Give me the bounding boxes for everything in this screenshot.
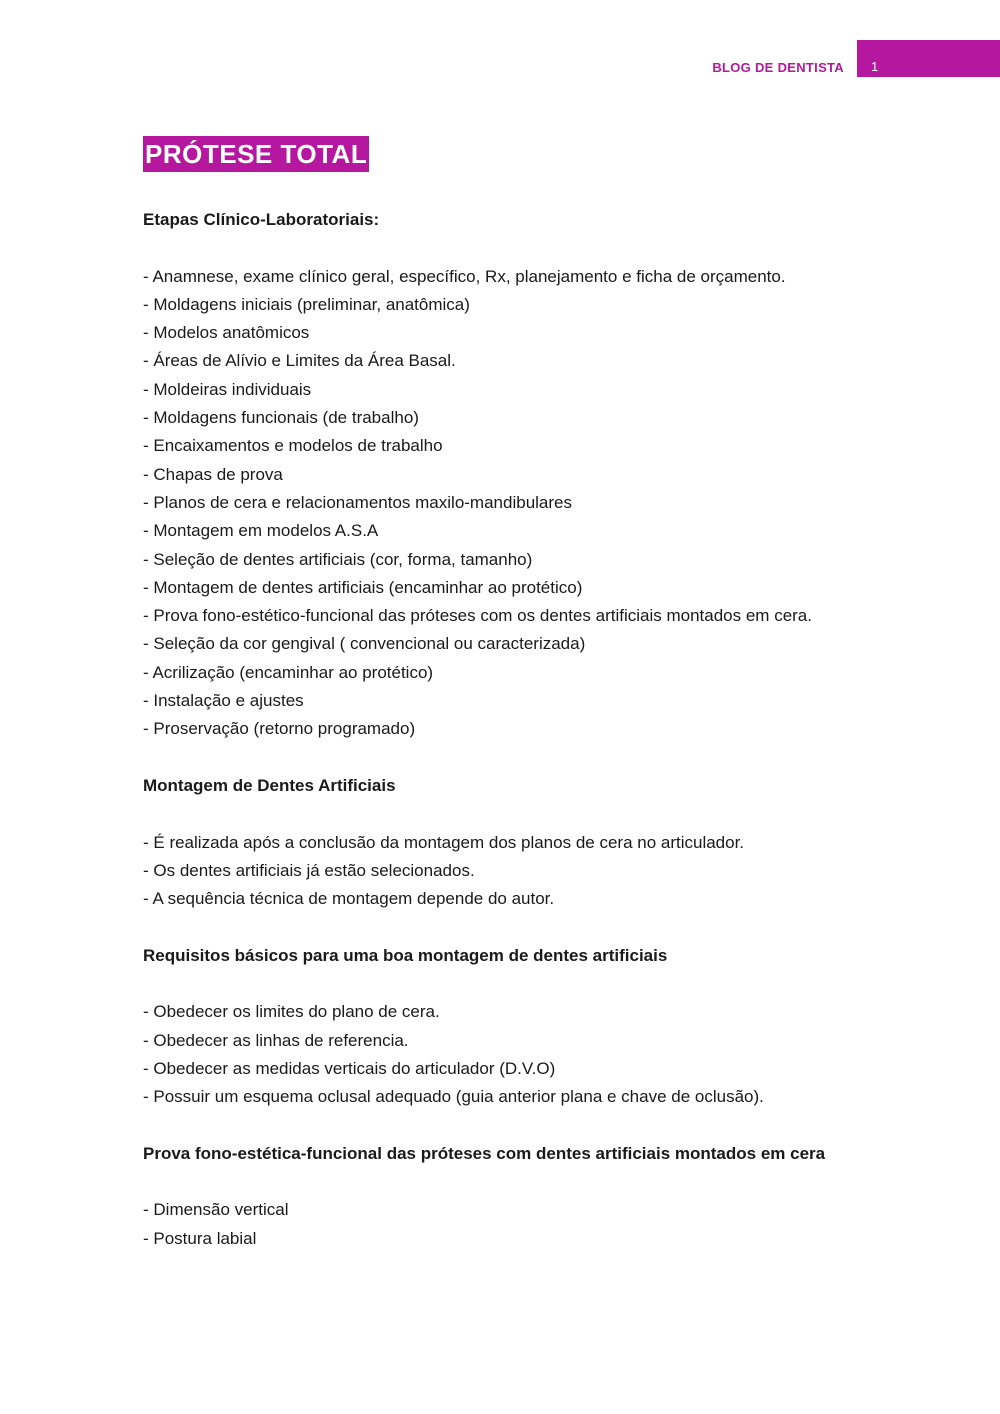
list-item: - Obedecer os limites do plano de cera.	[143, 1002, 440, 1022]
list-item: - Moldagens iniciais (preliminar, anatômica)	[143, 294, 470, 314]
list-item: - Possuir um esquema oclusal adequado (guia anterior plana e chave de oclusão).	[143, 1087, 764, 1107]
list-item: - Dimensão vertical	[143, 1200, 289, 1220]
list-item: - É realizada após a conclusão da montagem dos planos de cera no articulador.	[143, 832, 745, 852]
list-item: - Moldeiras individuais	[143, 379, 312, 399]
section-heading: Prova fono-estética-funcional das próteses com dentes artificiais montados em cera	[143, 1143, 826, 1163]
list-item: - Montagem de dentes artificiais (encaminhar ao protético)	[143, 577, 583, 597]
section-list	[143, 1196, 863, 1253]
list-item: - Modelos anatômicos	[143, 323, 310, 343]
list-item: - Obedecer as linhas de referencia.	[143, 1030, 409, 1050]
document-body	[143, 136, 863, 1253]
list-item: - Acrilização (encaminhar ao protético)	[143, 662, 434, 682]
list-item: - A sequência técnica de montagem depende do autor.	[143, 889, 555, 909]
list-item: - Os dentes artificiais já estão selecionados.	[143, 860, 475, 880]
list-item: - Instalação e ajustes	[143, 691, 304, 711]
list-item: - Proservação (retorno programado)	[143, 719, 416, 739]
section-heading: Requisitos básicos para uma boa montagem de dentes artificiais	[143, 945, 668, 965]
section-heading: Montagem de Dentes Artificiais	[143, 775, 396, 795]
page-title: PRÓTESE TOTAL	[143, 136, 369, 172]
list-item: - Moldagens funcionais (de trabalho)	[143, 408, 419, 428]
list-item: - Chapas de prova	[143, 464, 283, 484]
list-item: - Prova fono-estético-funcional das próteses com os dentes artificiais montados em cera.	[143, 606, 812, 626]
blog-name: BLOG DE DENTISTA	[712, 60, 844, 75]
section-montagem	[143, 772, 863, 913]
list-item: - Obedecer as medidas verticais do articulador (D.V.O)	[143, 1058, 556, 1078]
list-item: - Encaixamentos e modelos de trabalho	[143, 436, 443, 456]
list-item: - Planos de cera e relacionamentos maxilo-mandibulares	[143, 492, 572, 512]
list-item: - Anamnese, exame clínico geral, específico, Rx, planejamento e ficha de orçamento.	[143, 266, 786, 286]
page-number-box	[857, 40, 1000, 77]
list-item: - Áreas de Alívio e Limites da Área Basal.	[143, 351, 456, 371]
section-prova	[143, 1140, 863, 1253]
list-item: - Postura labial	[143, 1228, 257, 1248]
section-list	[143, 998, 863, 1111]
section-heading: Etapas Clínico-Laboratoriais:	[143, 210, 380, 229]
section-list	[143, 263, 863, 744]
section-requisitos	[143, 942, 863, 1112]
section-etapas	[143, 206, 863, 744]
list-item: - Seleção de dentes artificiais (cor, forma, tamanho)	[143, 549, 533, 569]
section-list	[143, 829, 863, 914]
list-item: - Seleção da cor gengival ( convencional ou caracterizada)	[143, 634, 586, 654]
list-item: - Montagem em modelos A.S.A	[143, 521, 379, 541]
page-number: 1	[871, 59, 879, 74]
